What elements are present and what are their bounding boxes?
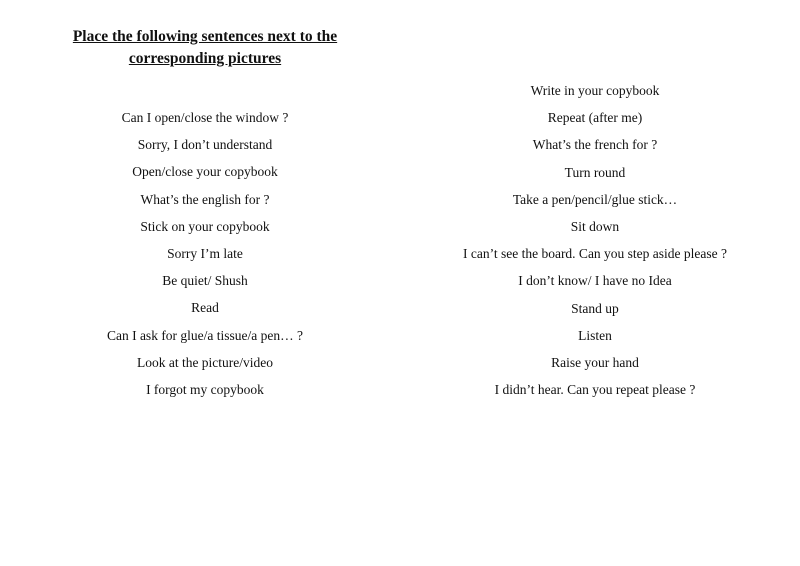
sentence-item: Sorry I’m late <box>167 245 243 261</box>
sentence-item: Look at the picture/video <box>136 354 274 370</box>
sentence-item: Listen <box>578 327 612 343</box>
sentence-item: I forgot my copybook <box>146 381 264 397</box>
sentence-item: What’s the french for ? <box>532 137 658 153</box>
sentence-item: Stick on your copybook <box>140 218 270 234</box>
sentence-item: Stand up <box>571 300 619 316</box>
sentence-item: Turn round <box>564 164 626 180</box>
sentence-item: Sit down <box>570 218 620 234</box>
left-sentence-list <box>55 104 355 403</box>
sentence-item: Sorry, I don’t understand <box>137 137 273 153</box>
sentence-item: I can’t see the board. Can you step aside please ? <box>462 246 728 262</box>
sentence-item: Read <box>191 300 219 316</box>
sentence-item: I didn’t hear. Can you repeat please ? <box>494 382 696 398</box>
sentence-item: Can I ask for glue/a tissue/a pen… ? <box>106 327 304 343</box>
sentence-item: What’s the english for ? <box>140 191 270 207</box>
sentence-item: Raise your hand <box>551 354 639 370</box>
sentence-item: Can I open/close the window ? <box>121 110 289 125</box>
sentence-item: Be quiet/ Shush <box>162 273 248 289</box>
sentence-item: Take a pen/pencil/glue stick… <box>512 191 678 207</box>
sentence-item: Repeat (after me) <box>547 110 643 126</box>
worksheet-title: Place the following sentences next to the corresponding pictures <box>72 28 338 67</box>
sentence-item: Open/close your copybook <box>132 164 278 180</box>
right-sentence-list <box>430 77 760 403</box>
sentence-item: Write in your copybook <box>530 83 660 98</box>
sentence-item: I don’t know/ I have no Idea <box>518 273 672 289</box>
